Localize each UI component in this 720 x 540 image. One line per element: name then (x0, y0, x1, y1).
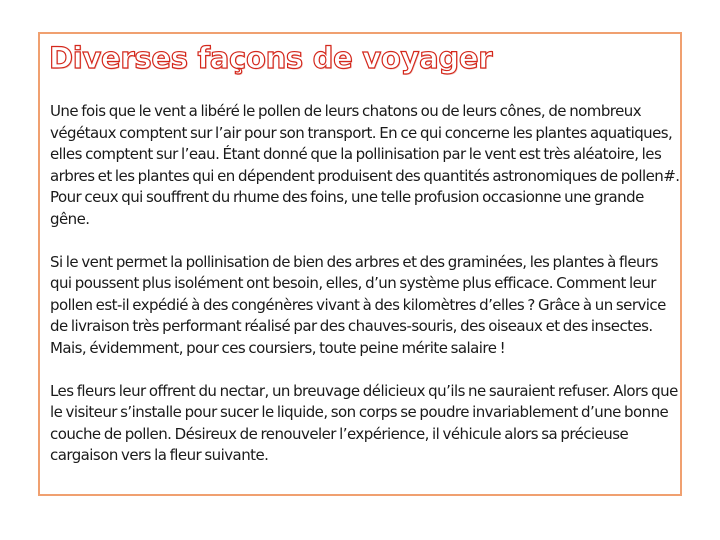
paragraph-2: Si le vent permet la pollinisation de bien des arbres et des graminées, les plantes à fleurs qui poussent plus isolément ont besoin, elles, d’un système plus efficace. Comment leur pollen est-il expédié à des congénères vivant à des kilomètres d’elles ? Grâce à un service de livraison très performant réalisé par des chauves-souris, des oiseaux et des insectes. Mais, évidemment, pour ces coursiers, toute peine mérite salaire ! (50, 252, 666, 357)
slide-title: Diverses façons de voyager (49, 41, 493, 75)
paragraph-3: Les fleurs leur offrent du nectar, un breuvage délicieux qu’ils ne sauraient refuser. Alors que le visiteur s’installe pour sucer le liquide, son corps se poudre invariablement d’une bonne couche de pollen. Désireux de renouveler l’expérience, il véhicule alors sa précieuse cargaison vers la fleur suivante. (50, 381, 678, 464)
body-text (50, 101, 680, 467)
paragraph-1: Une fois que le vent a libéré le pollen de leurs chatons ou de leurs cônes, de nombreux végétaux comptent sur l’air pour son transport. En ce qui concerne les plantes aquatiques, elles comptent sur l’eau. Étant donné que la pollinisation par le vent est très aléatoire, les arbres et les plantes qui en dépendent produisent des quantités astronomiques de pollen#. Pour ceux qui souffrent du rhume des foins, une telle profusion occasionne une grande gêne. (50, 102, 680, 228)
